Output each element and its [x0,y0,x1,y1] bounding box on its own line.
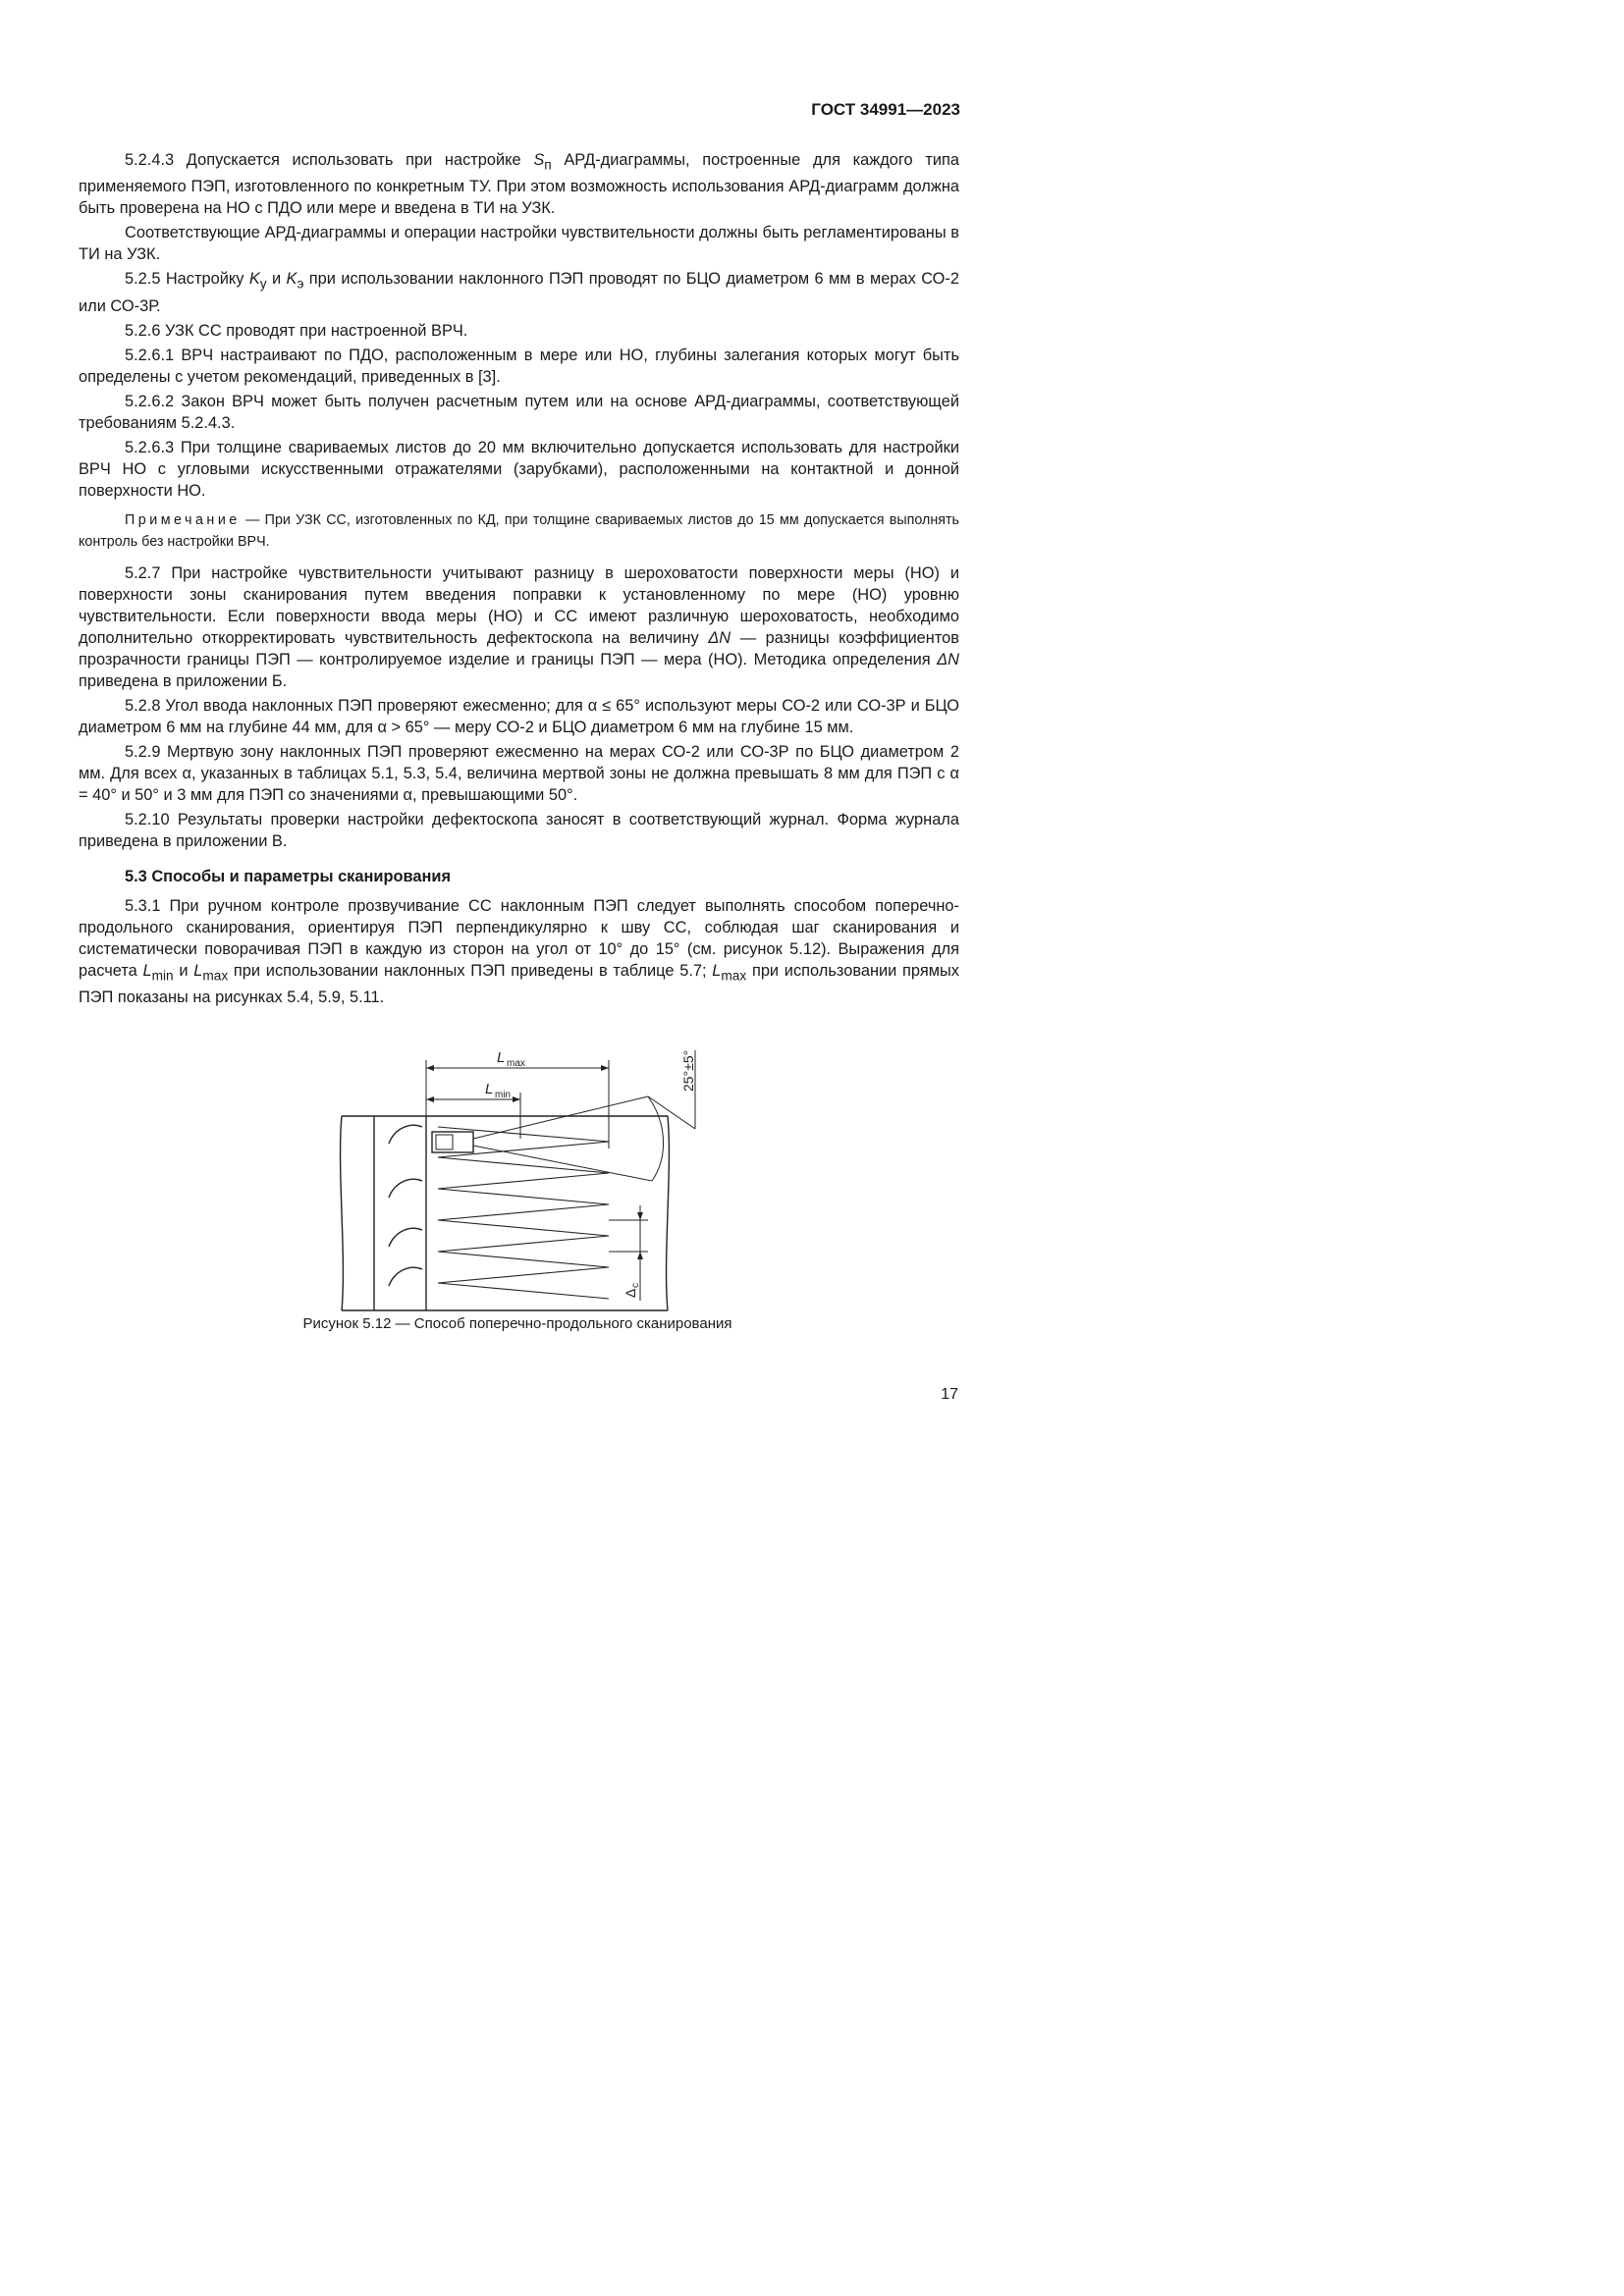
paragraph-5-2-6-3: 5.2.6.3 При толщине свариваемых листов до 20 мм включительно допускается использовать для настройки ВРЧ НО с угловыми искусственными отражателями (зарубками), расположенными на контактной и донной поверхности НО. [79,438,959,500]
transducer-inner [436,1135,453,1149]
lmin-label: L [485,1081,494,1097]
arrowhead [637,1252,643,1259]
lmax-label: L [497,1049,506,1066]
paragraph-5-2-9: 5.2.9 Мертвую зону наклонных ПЭП проверяют ежесменно на мерах СО-2 или СО-3Р по БЦО диаметром 2 мм. Для всех α, указанных в таблицах 5.1, 5.3, 5.4, величина мертвой зоны не должна превышать 8 мм для ПЭП с α = 40° и 50° и 3 мм для ПЭП со значениями α, превышающими 50°. [79,742,959,804]
document-id: ГОСТ 34991—2023 [811,100,960,119]
paragraph-5-2-4-3-cont: Соответствующие АРД-диаграммы и операции настройки чувствительности должны быть регламентированы в ТИ на УЗК. [79,224,959,264]
arrowhead [426,1065,434,1071]
note-text: — При УЗК СС, изготовленных по КД, при толщине свариваемых листов до 15 мм допускается выполнять контроль без настройки ВРЧ. [79,511,959,550]
weld-arc [389,1125,422,1144]
arrowhead [426,1096,434,1102]
lmin-subscript: min [495,1090,512,1100]
paragraph-5-2-7: 5.2.7 При настройке чувствительности учитывают разницу в шероховатости поверхности меры (НО) и поверхности зоны сканирования путем введения поправки к установленному по мере (НО) уровню чувствительности. Если поверхности ввода меры (НО) и СС имеют различную шероховатость, необходимо дополнительно откорректировать чувствительность дефектоскопа на величину ΔN — разницы коэффициентов прозрачности границы ПЭП — контролируемое изделие и границы ПЭП — мера (НО). Методика определения ΔN приведена в приложении Б. [79,563,959,690]
paragraph-5-2-6: 5.2.6 УЗК СС проводят при настроенной ВРЧ. [125,321,468,340]
step-label: Δ [623,1288,638,1298]
step-subscript: c [630,1283,641,1288]
document-body [79,149,959,1011]
beam-line-upper [473,1096,648,1139]
lmax-subscript: max [507,1058,525,1069]
paragraph-5-2-6-2: 5.2.6.2 Закон ВРЧ может быть получен расчетным путем или на основе АРД-диаграммы, соответствующей требованиям 5.2.4.3. [79,392,959,432]
figure-caption: Рисунок 5.12 — Способ поперечно-продольного сканирования [302,1315,732,1332]
note [79,509,959,553]
paragraph-5-2-6-1: 5.2.6.1 ВРЧ настраивают по ПДО, расположенным в мере или НО, глубины залегания которых могут быть определены с учетом рекомендаций, приведенных в [3]. [79,346,959,386]
paragraph-5-3-1: 5.3.1 При ручном контроле прозвучивание СС наклонным ПЭП следует выполнять способом поперечно-продольного сканирования, ориентируя ПЭП перпендикулярно к шву СС, соблюдая шаг сканирования и систематически поворачивая ПЭП в каждую из сторон на угол от 10° до 15° (см. рисунок 5.12). Выражения для расчета $L_{min}$ и $L_{max}$ при использовании наклонных ПЭП приведены в таблице 5.7; $L_{max}$ при использовании прямых ПЭП показаны на рисунках 5.4, 5.9, 5.11. [79,896,959,1006]
plate-left-break [341,1116,344,1310]
arrowhead [637,1212,643,1220]
note-label: Примечание [125,511,241,528]
arrowhead [601,1065,609,1071]
plate-right-break [667,1116,670,1310]
beam-arc [648,1096,664,1181]
weld-arc [389,1267,422,1286]
angle-reference-line [648,1096,695,1129]
angle-label: 25°±5° [680,1049,696,1092]
paragraph-5-2-4-3: 5.2.4.3 Допускается использовать при настройке $S_п$ АРД-диаграммы, построенные для каждого типа применяемого ПЭП, изготовленного по конкретным ТУ. При этом возможность использования АРД-диаграмм должна быть проверена на НО с ПДО или мере и введена в ТИ на УЗК. [79,151,959,218]
paragraph-5-2-8: 5.2.8 Угол ввода наклонных ПЭП проверяют ежесменно; для α ≤ 65° используют меры СО-2 или СО-3Р и БЦО диаметром 6 мм на глубине 44 мм, для α > 65° — меру СО-2 и БЦО диаметром 6 мм на глубине 15 мм. [79,696,959,736]
weld-arc [389,1179,422,1198]
section-title: 5.3 Способы и параметры сканирования [125,867,452,885]
page-number: 17 [941,1386,958,1403]
weld-arc [389,1228,422,1247]
paragraph-5-2-5: 5.2.5 Настройку $K_у$ и $K_э$ при использовании наклонного ПЭП проводят по БЦО диаметром 6 мм в мерах СО-2 или СО-3Р. [79,270,960,315]
scanning-diagram [334,1039,697,1329]
paragraph-5-2-10: 5.2.10 Результаты проверки настройки дефектоскопа заносят в соответствующий журнал. Форма журнала приведена в приложении В. [79,810,959,850]
arrowhead [513,1096,520,1102]
